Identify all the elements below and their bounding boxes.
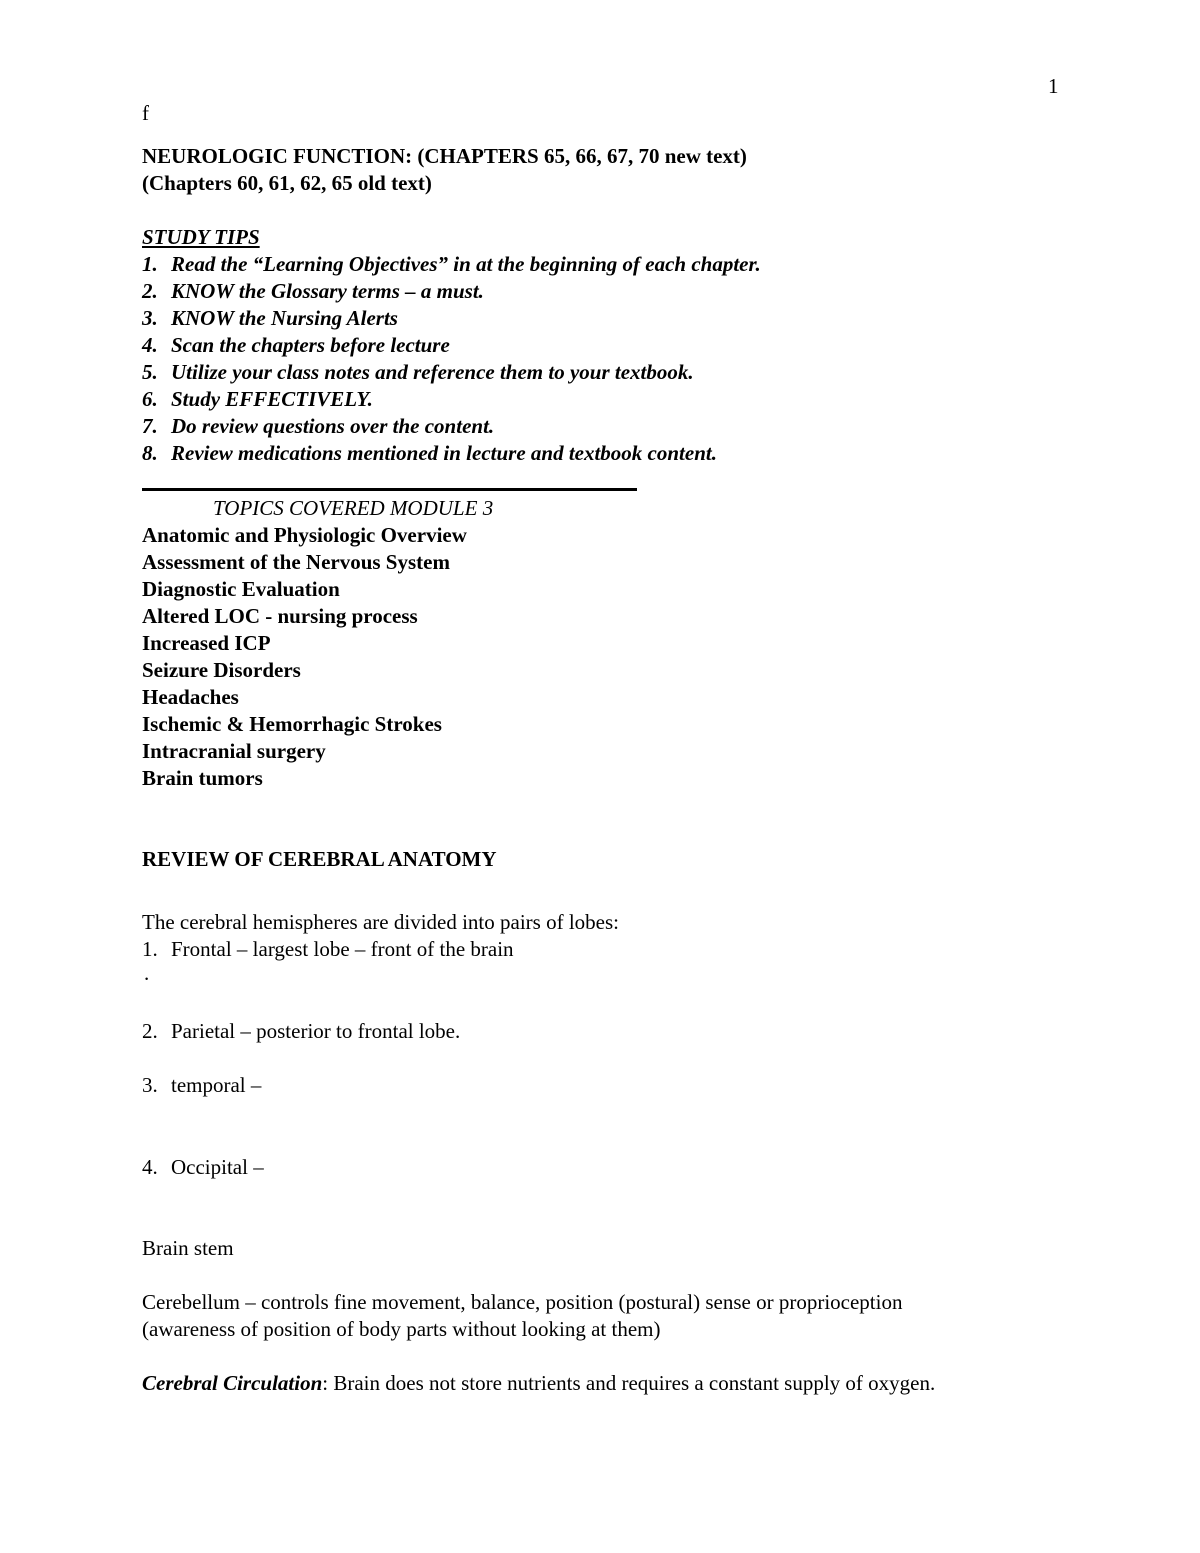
lobe-item [142,1021,460,1042]
study-tip-text: Read the “Learning Objectives” in at the beginning of each chapter. [171,252,761,276]
lobe-item [142,1075,261,1096]
topic-item: Headaches [142,685,239,709]
study-tip-item [142,254,761,281]
study-tip-item [142,281,761,308]
study-tips-list [142,254,761,470]
topics-heading: TOPICS COVERED MODULE 3 [213,496,494,520]
study-tip-number: 6. [142,387,158,411]
lobes-intro: The cerebral hemispheres are divided into pairs of lobes: [142,910,619,934]
review-heading: REVIEW OF CEREBRAL ANATOMY [142,847,497,871]
study-tip-number: 5. [142,360,158,384]
study-tip-item [142,335,761,362]
topic-item: Ischemic & Hemorrhagic Strokes [142,712,442,736]
study-tip-text: Review medications mentioned in lecture and textbook content. [171,441,717,465]
cerebellum-text-continued: (awareness of position of body parts without looking at them) [142,1317,661,1341]
topic-item: Increased ICP [142,631,271,655]
page-number: 1 [1048,74,1059,98]
study-tip-text: Scan the chapters before lecture [171,333,450,357]
lobe-text: temporal – [171,1073,262,1097]
study-tip-number: 3. [142,306,158,330]
lobe-text: Parietal – posterior to frontal lobe. [171,1019,461,1043]
topic-item: Anatomic and Physiologic Overview [142,523,467,547]
topic-item: Intracranial surgery [142,739,326,763]
topic-item: Seizure Disorders [142,658,301,682]
brain-stem-label: Brain stem [142,1236,234,1260]
lobe-number: 2. [142,1019,158,1043]
lobe-item [142,939,514,960]
topics-list [142,525,467,795]
study-tip-text: Study EFFECTIVELY. [171,387,373,411]
study-tip-text: KNOW the Nursing Alerts [171,306,398,330]
cerebral-circulation-paragraph [142,1373,935,1394]
study-tip-text: Do review questions over the content. [171,414,495,438]
lobe-text: Frontal – largest lobe – front of the brain [171,937,514,961]
study-tip-number: 8. [142,441,158,465]
lobe-number: 3. [142,1073,158,1097]
topic-item: Diagnostic Evaluation [142,577,340,601]
study-tip-text: KNOW the Glossary terms – a must. [171,279,484,303]
study-tip-item [142,362,761,389]
cerebral-circulation-text: : Brain does not store nutrients and requires a constant supply of oxygen. [322,1371,936,1395]
lobe-number: 1. [142,937,158,961]
study-tips-heading: STUDY TIPS [142,225,260,249]
stray-mark: f [142,101,149,125]
study-tip-item [142,308,761,335]
stray-dot: . [144,961,150,985]
lobe-number: 4. [142,1155,158,1179]
topic-item: Assessment of the Nervous System [142,550,450,574]
study-tip-number: 7. [142,414,158,438]
study-tip-number: 4. [142,333,158,357]
topic-item: Altered LOC - nursing process [142,604,418,628]
document-subtitle: (Chapters 60, 61, 62, 65 old text) [142,171,432,195]
study-tip-text: Utilize your class notes and reference them to your textbook. [171,360,694,384]
lobe-item [142,1157,264,1178]
section-divider [142,488,637,491]
document-title: NEUROLOGIC FUNCTION: (CHAPTERS 65, 66, 67, 70 new text) [142,144,747,168]
cerebellum-text: Cerebellum – controls fine movement, balance, position (postural) sense or proprioception [142,1290,903,1314]
study-tip-item [142,389,761,416]
cerebral-circulation-label: Cerebral Circulation [142,1371,323,1395]
study-tip-number: 1. [142,252,158,276]
study-tip-number: 2. [142,279,158,303]
study-tip-item [142,443,761,470]
topic-item: Brain tumors [142,766,263,790]
study-tip-item [142,416,761,443]
lobe-text: Occipital – [171,1155,264,1179]
